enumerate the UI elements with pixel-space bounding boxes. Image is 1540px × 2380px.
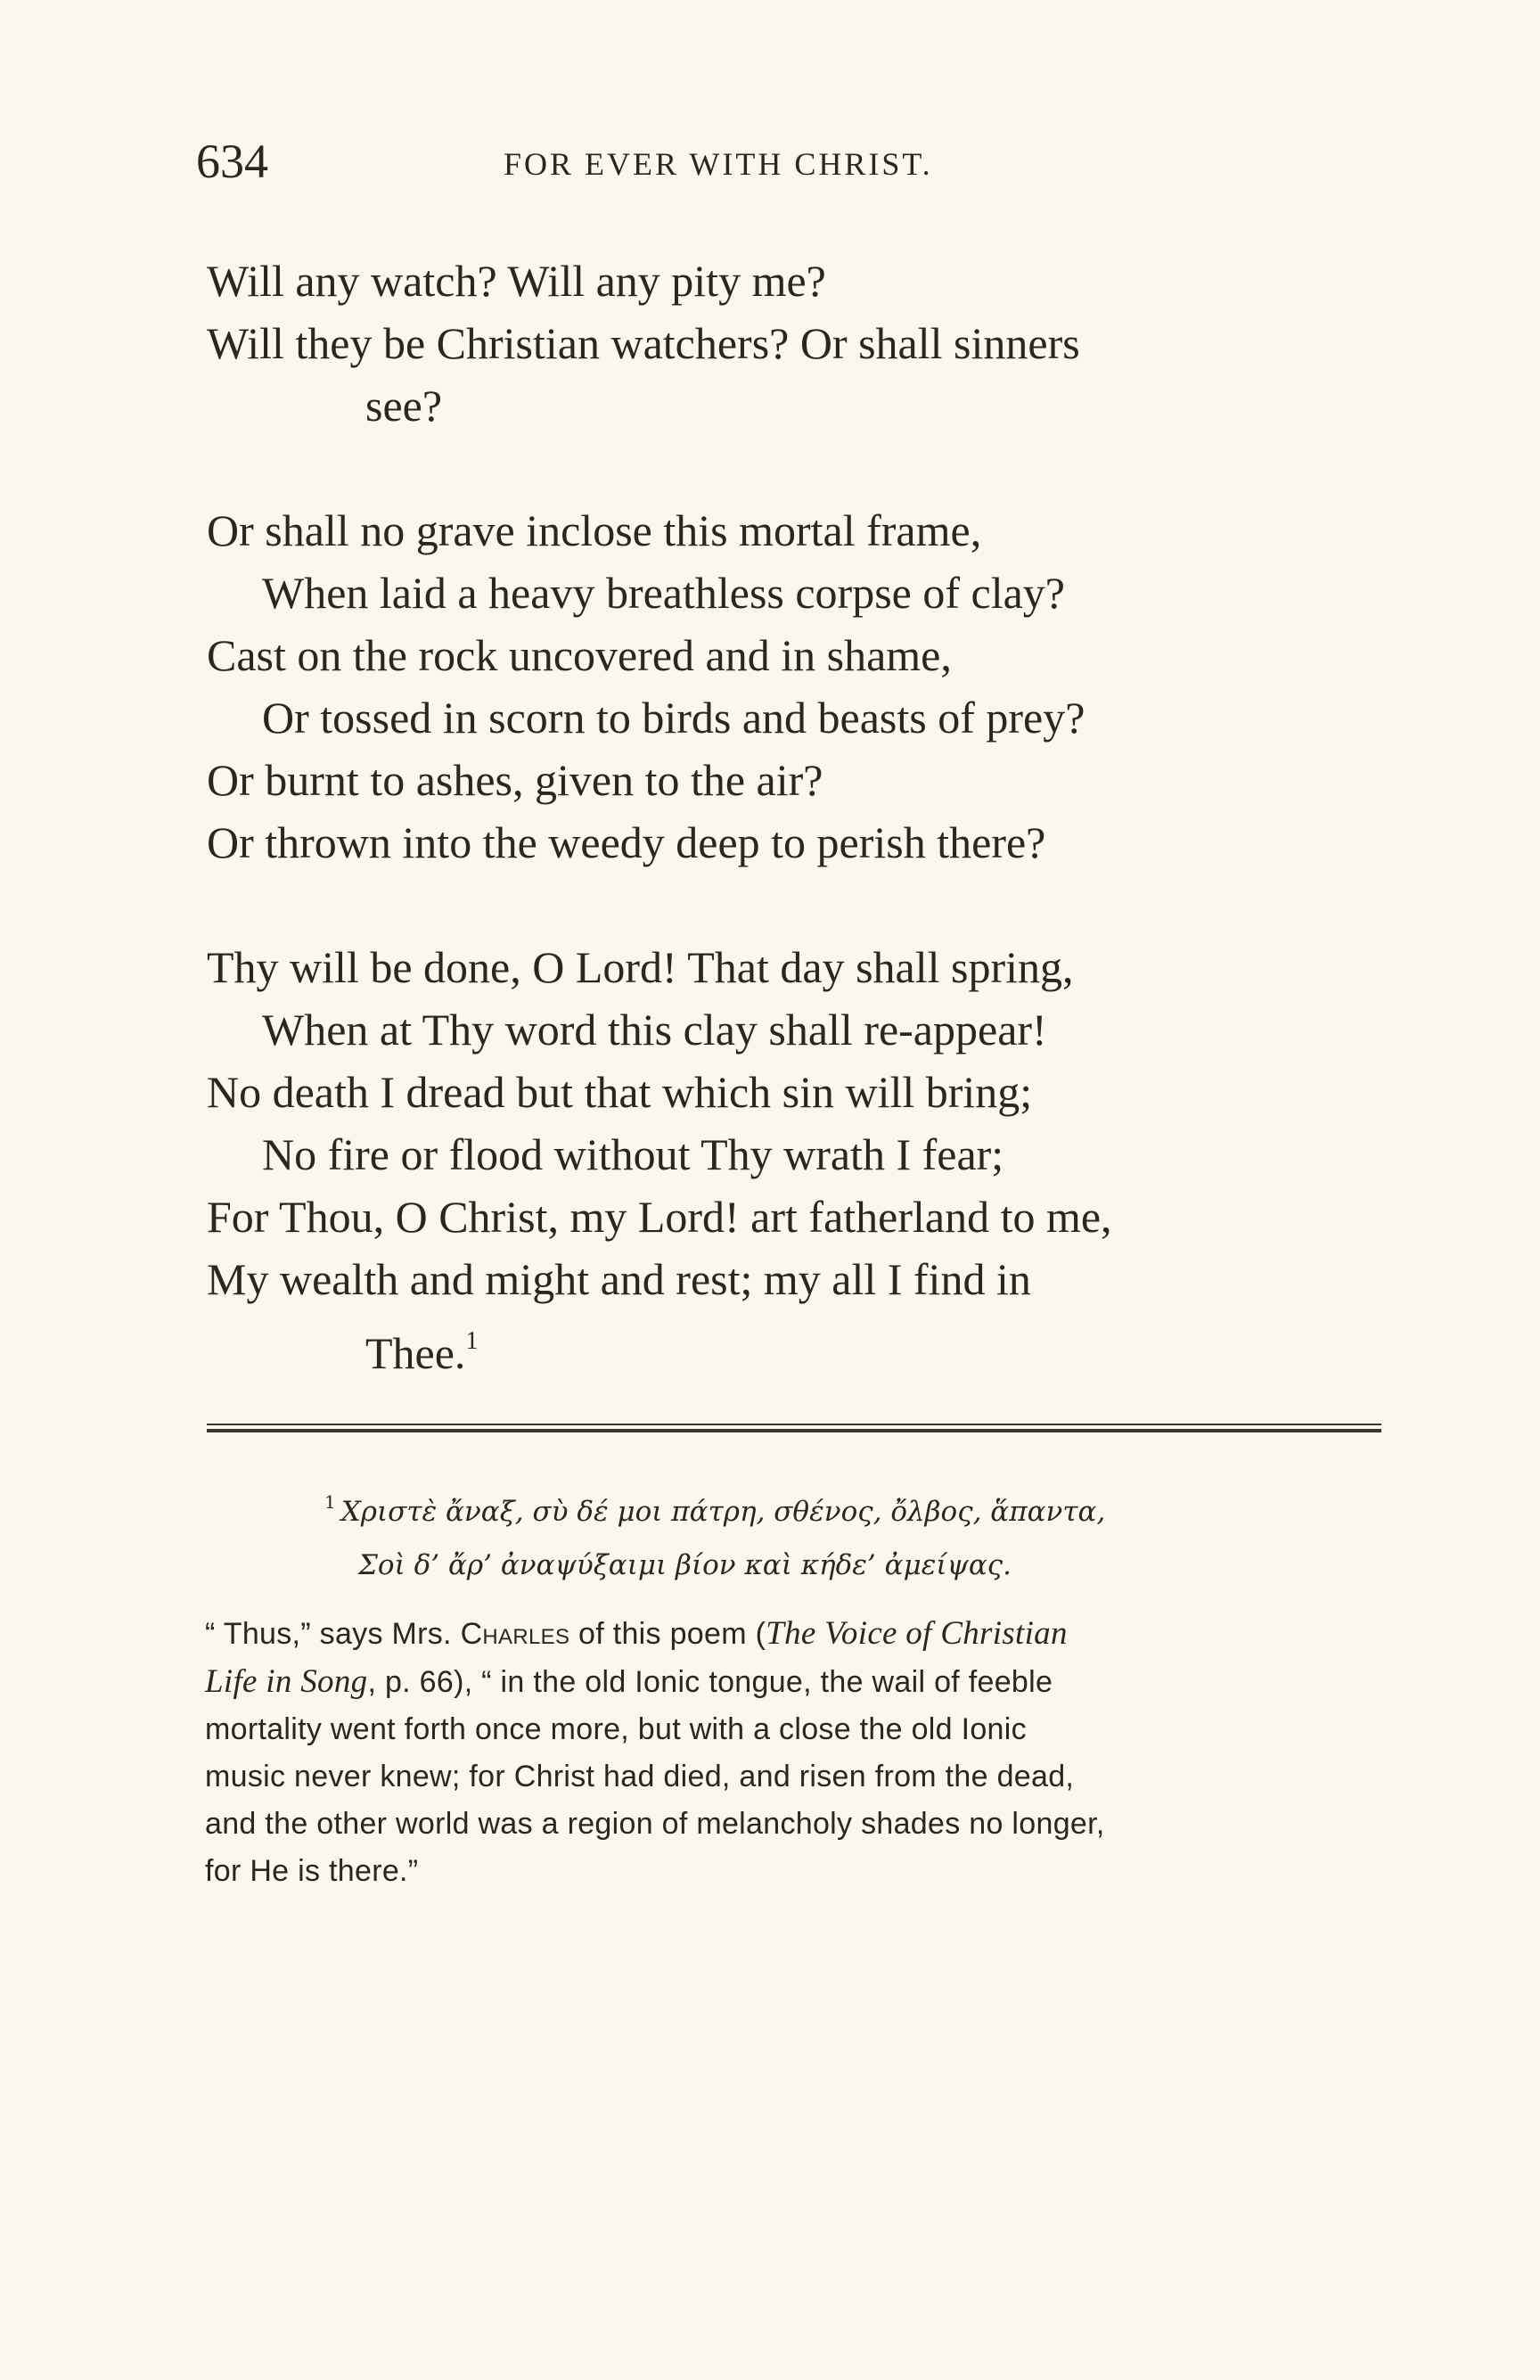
- running-head: FOR EVER WITH CHRIST.: [504, 146, 933, 182]
- footnote-rule-thin: [207, 1424, 1381, 1425]
- poem-line: Or burnt to ashes, given to the air?: [207, 755, 823, 805]
- poem-line: No death I dread but that which sin will bring;: [207, 1067, 1033, 1117]
- footnote-rule-thick: [207, 1429, 1381, 1432]
- poem-line: No fire or flood without Thy wrath I fear;: [262, 1129, 1004, 1179]
- poem: [207, 250, 1383, 1378]
- greek-line-2: Σοὶ δ’ ἄρ’ ἀναψύξαιμι βίον καὶ κήδε’ ἀμείψας.: [358, 1549, 1012, 1581]
- note-line-4: music never knew; for Christ had died, and risen from the dead,: [205, 1760, 1075, 1793]
- note-text: , p. 66), “ in the old Ionic tongue, the wail of feeble: [367, 1665, 1053, 1699]
- greek-text: Χριστὲ ἄναξ, σὺ δέ μοι πάτρη, σθένος, ὄλβος, ἅπαντα,: [340, 1496, 1106, 1528]
- poem-line: For Thou, O Christ, my Lord! art fatherland to me,: [207, 1192, 1112, 1242]
- poem-line: My wealth and might and rest; my all I find in: [207, 1254, 1031, 1304]
- poem-line: see?: [365, 381, 443, 431]
- note-text: of this poem (: [569, 1617, 766, 1651]
- poem-line: Or tossed in scorn to birds and beasts of prey?: [262, 693, 1085, 743]
- poem-line: Will any watch? Will any pity me?: [207, 256, 826, 306]
- book-title: Life in Song: [205, 1663, 368, 1700]
- poem-line: Will they be Christian watchers? Or shall sinners: [207, 318, 1080, 368]
- footnote-reference: 1: [465, 1327, 479, 1355]
- stanza-break: [207, 874, 1383, 936]
- poem-line: Cast on the rock uncovered and in shame,: [207, 630, 952, 680]
- poem-line: Or shall no grave inclose this mortal frame,: [207, 505, 982, 555]
- footnote-marker: 1: [324, 1491, 336, 1513]
- page-number: 634: [196, 135, 268, 188]
- note-line-5: and the other world was a region of melancholy shades no longer,: [205, 1807, 1105, 1841]
- note-text: “ Thus,” says Mrs.: [205, 1617, 461, 1651]
- book-title: The Voice of Christian: [766, 1615, 1068, 1652]
- note-line-1: [205, 1610, 1388, 1658]
- poem-line-text: Thee.: [365, 1328, 466, 1378]
- stanza-break: [207, 437, 1383, 499]
- note-line-2: [205, 1658, 1388, 1706]
- poem-line: Thy will be done, O Lord! That day shall spring,: [207, 942, 1074, 992]
- greek-verse: [324, 1475, 1381, 1592]
- footnote-note: [205, 1610, 1388, 1895]
- poem-line: When laid a heavy breathless corpse of clay?: [262, 568, 1065, 618]
- poem-line: Or thrown into the weedy deep to perish there?: [207, 817, 1046, 867]
- page-header: [196, 134, 1390, 196]
- greek-line-1: [324, 1475, 1381, 1539]
- note-line-3: mortality went forth once more, but with a close the old Ionic: [205, 1712, 1027, 1746]
- author-name: Charles: [460, 1617, 570, 1651]
- poem-line: When at Thy word this clay shall re-appear!: [262, 1005, 1047, 1055]
- poem-line-last: [207, 1310, 1383, 1378]
- note-line-6: for He is there.”: [205, 1854, 419, 1888]
